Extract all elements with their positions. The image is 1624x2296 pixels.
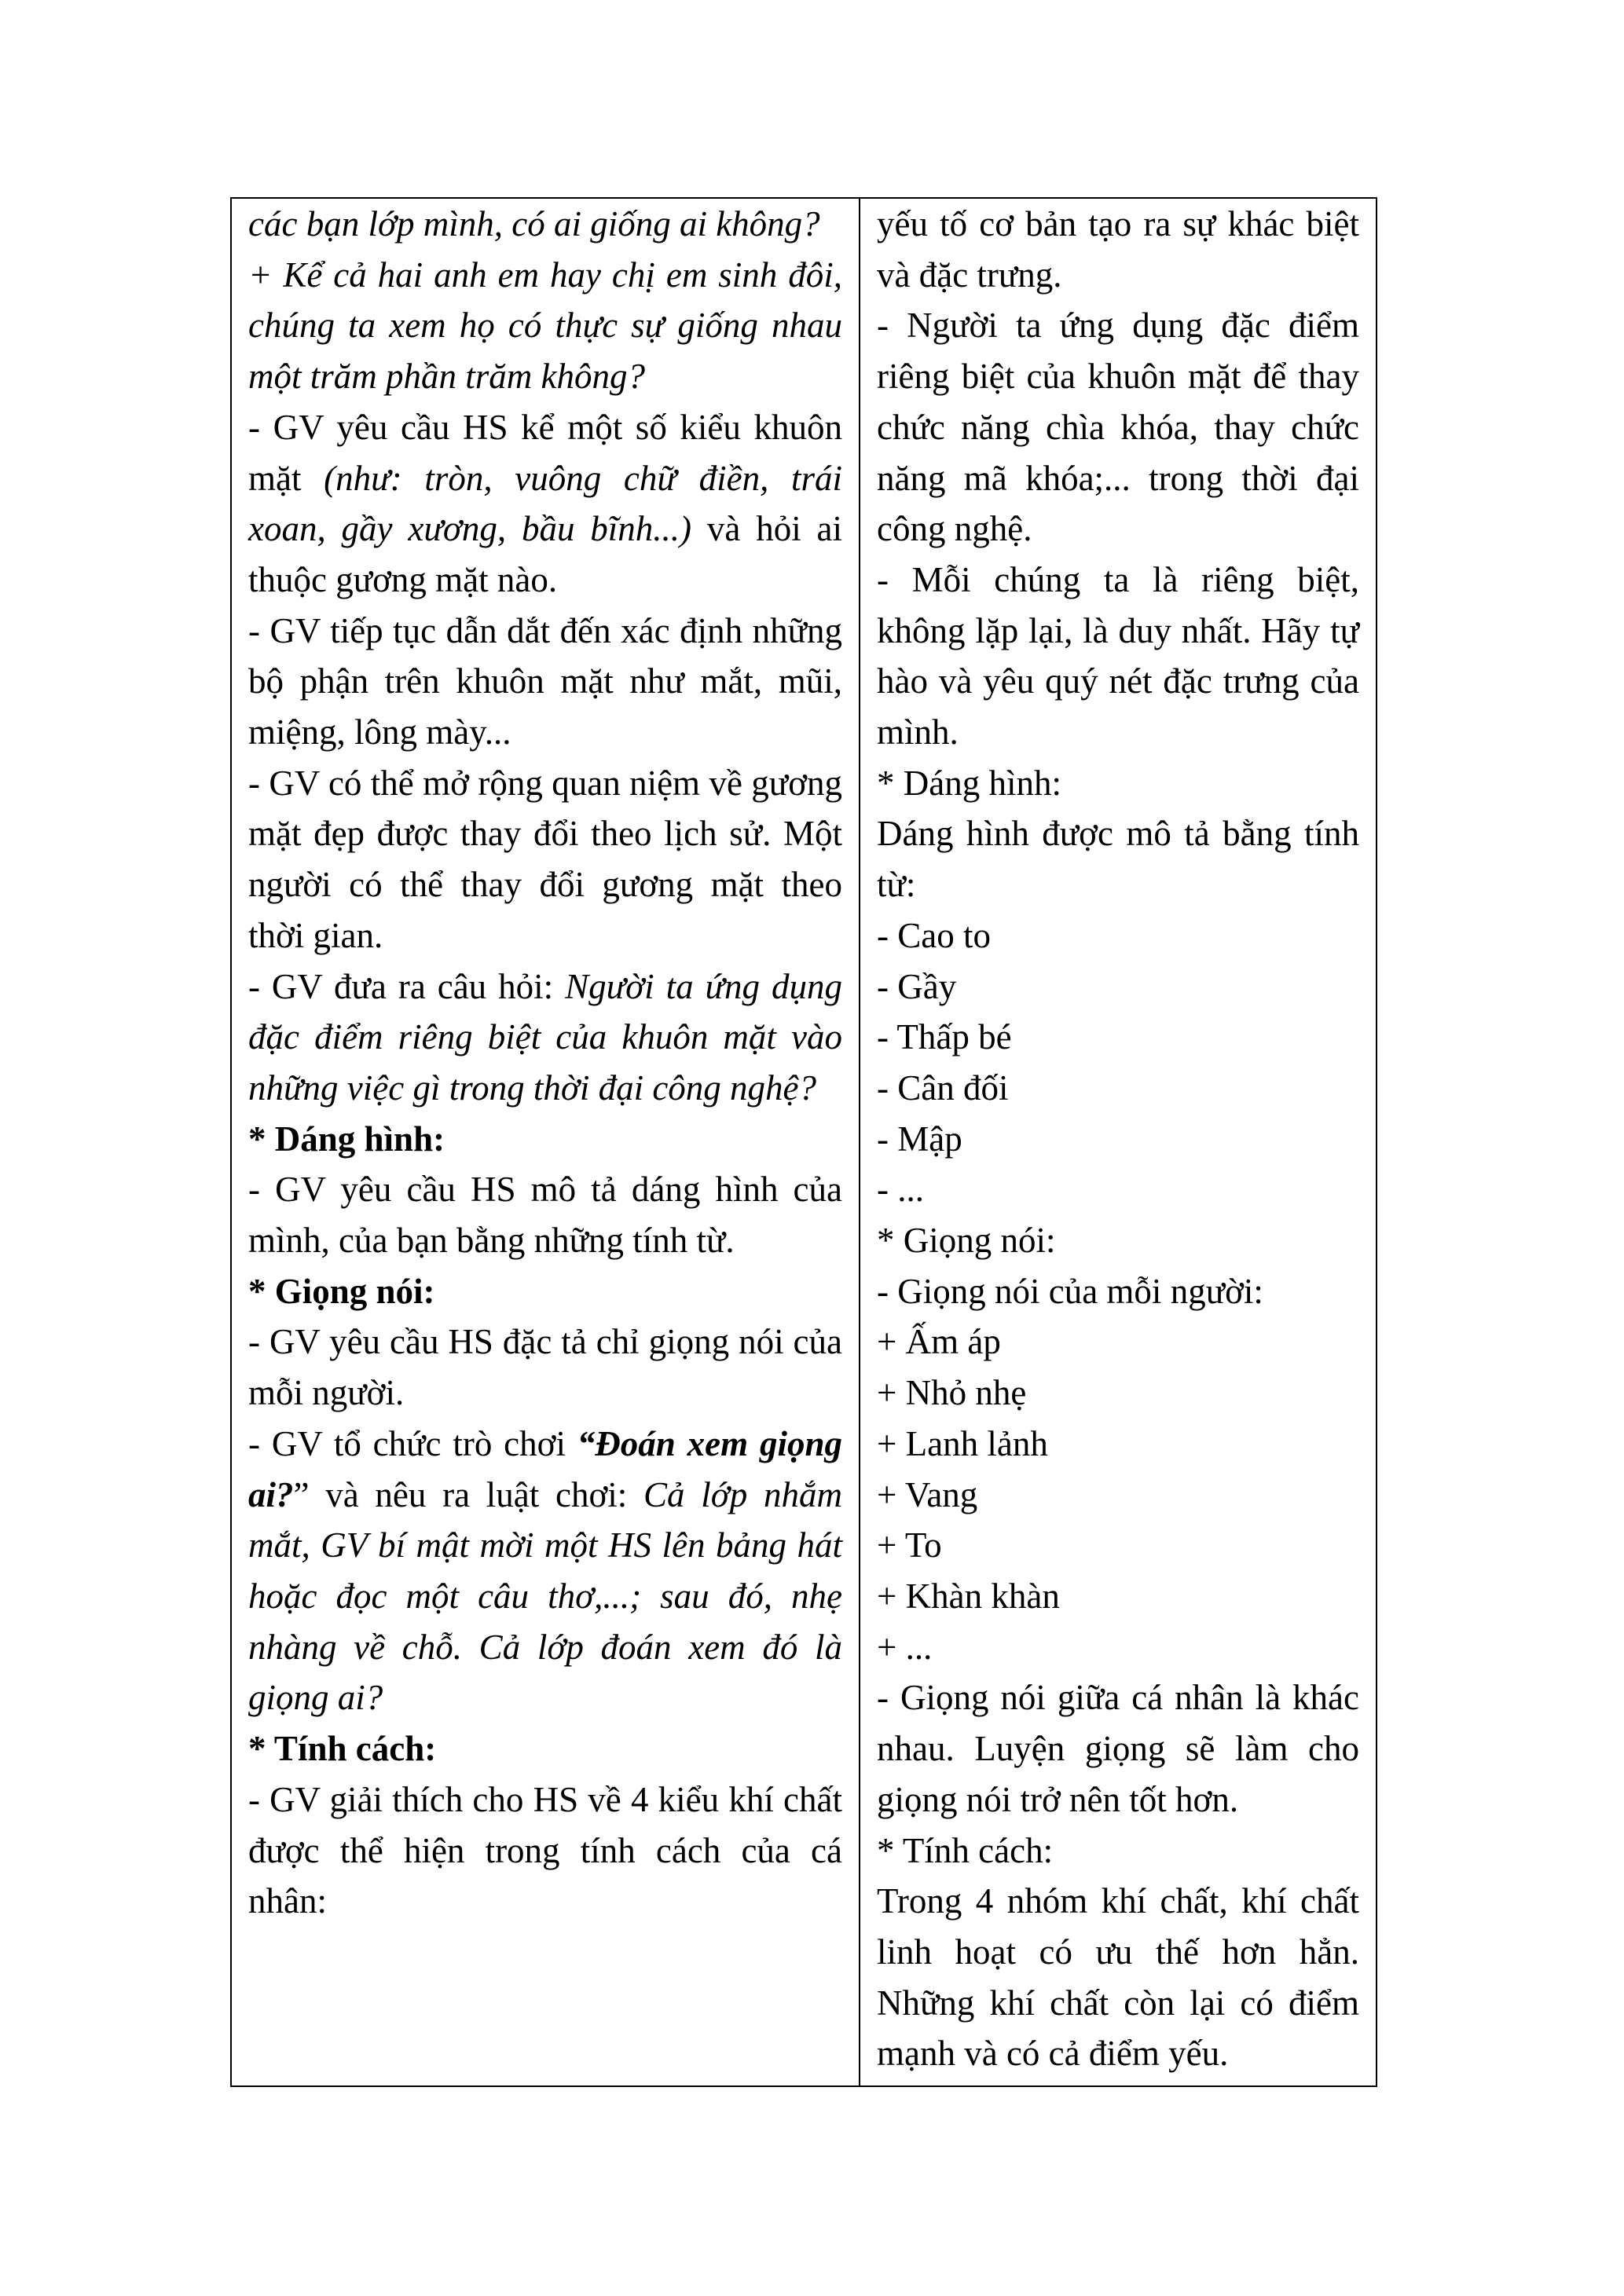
teacher-activities-column [232, 199, 860, 2085]
personality-heading: * Tính cách: [248, 1729, 437, 1769]
twins-question-paragraph: + Kể cả hai anh em hay chị em sinh đôi, chúng ta xem họ có thực sự giống nhau một trăm phần trăm không? [248, 255, 842, 397]
body-shape-description: Dáng hình được mô tả bằng tính từ: [877, 814, 1359, 905]
temperament-paragraph: - GV giải thích cho HS về 4 kiểu khí chất được thể hiện trong tính cách của cá nhân: [248, 1779, 842, 1921]
voice-difference-paragraph: - Giọng nói giữa cá nhân là khác nhau. Luyện giọng sẽ làm cho giọng nói trở nên tốt hơn. [877, 1678, 1359, 1819]
list-item: + Khàn khàn [877, 1576, 1060, 1616]
temperament-summary-paragraph: Trong 4 nhóm khí chất, khí chất linh hoạt có ưu thế hơn hẳn. Những khí chất còn lại có điểm mạnh và có cả điểm yếu. [877, 1881, 1359, 2074]
body-shape-heading: * Dáng hình: [248, 1119, 445, 1159]
voice-game-paragraph: - GV tổ chức trò chơi “Đoán xem giọng ai?” và nêu ra luật chơi: Cả lớp nhắm mắt, GV bí mật mời một HS lên bảng hát hoặc đọc một câu thơ,...; sau đó, nhẹ nhàng về chỗ. Cả lớp đoán xem đó là giọng ai? [248, 1423, 843, 1718]
voice-list [877, 1316, 1359, 1672]
voice-description: - Giọng nói của mỗi người: [877, 1271, 1263, 1311]
question-paragraph: các bạn lớp mình, có ai giống ai không? [248, 204, 820, 244]
list-item: + ... [877, 1627, 933, 1667]
face-types-paragraph: - GV yêu cầu HS kể một số kiểu khuôn mặt (như: tròn, vuông chữ điền, trái xoan, gầy xương, bầu bĩnh...) và hỏi ai thuộc gương mặt nào. [248, 407, 843, 599]
list-item: - Mập [877, 1119, 962, 1159]
voice-heading: * Giọng nói: [248, 1271, 435, 1311]
list-item: + Vang [877, 1474, 978, 1514]
lesson-table [230, 197, 1377, 2087]
list-item: - Gầy [877, 966, 957, 1006]
uniqueness-paragraph: - Mỗi chúng ta là riêng biệt, không lặp lại, là duy nhất. Hãy tự hào và yêu quý nét đặc trưng của mình. [877, 559, 1359, 753]
list-item: - Thấp bé [877, 1017, 1012, 1057]
body-shape-paragraph: - GV yêu cầu HS mô tả dáng hình của mình, của bạn bằng những tính từ. [248, 1170, 842, 1261]
technology-question-paragraph: - GV đưa ra câu hỏi: Người ta ứng dụng đặc điểm riêng biệt của khuôn mặt vào những việc gì trong thời đại công nghệ? [248, 966, 842, 1108]
list-item: - Cao to [877, 915, 991, 955]
personality-subheading: * Tính cách: [877, 1830, 1054, 1870]
face-application-paragraph: - Người ta ứng dụng đặc điểm riêng biệt của khuôn mặt để thay chức năng chìa khóa, thay chức năng mã khóa;... trong thời đại công nghệ. [877, 306, 1359, 549]
list-item: + Ấm áp [877, 1322, 1001, 1362]
list-item: + To [877, 1525, 942, 1565]
beauty-history-paragraph: - GV có thể mở rộng quan niệm về gương mặt đẹp được thay đổi theo lịch sử. Một người có thể thay đổi gương mặt theo thời gian. [248, 763, 842, 955]
basic-factor-paragraph: yếu tố cơ bản tạo ra sự khác biệt và đặc trưng. [877, 204, 1359, 295]
body-shape-subheading: * Dáng hình: [877, 763, 1061, 803]
voice-paragraph: - GV yêu cầu HS đặc tả chỉ giọng nói của mỗi người. [248, 1322, 842, 1413]
list-item: - ... [877, 1170, 924, 1210]
list-item: - Cân đối [877, 1067, 1009, 1108]
list-item: + Nhỏ nhẹ [877, 1373, 1027, 1413]
list-item: + Lanh lảnh [877, 1423, 1048, 1463]
shape-list [877, 910, 1359, 1215]
face-parts-paragraph: - GV tiếp tục dẫn dắt đến xác định những bộ phận trên khuôn mặt như mắt, mũi, miệng, lông mày... [248, 610, 842, 753]
voice-subheading: * Giọng nói: [877, 1221, 1056, 1261]
expected-results-column [860, 199, 1376, 2085]
